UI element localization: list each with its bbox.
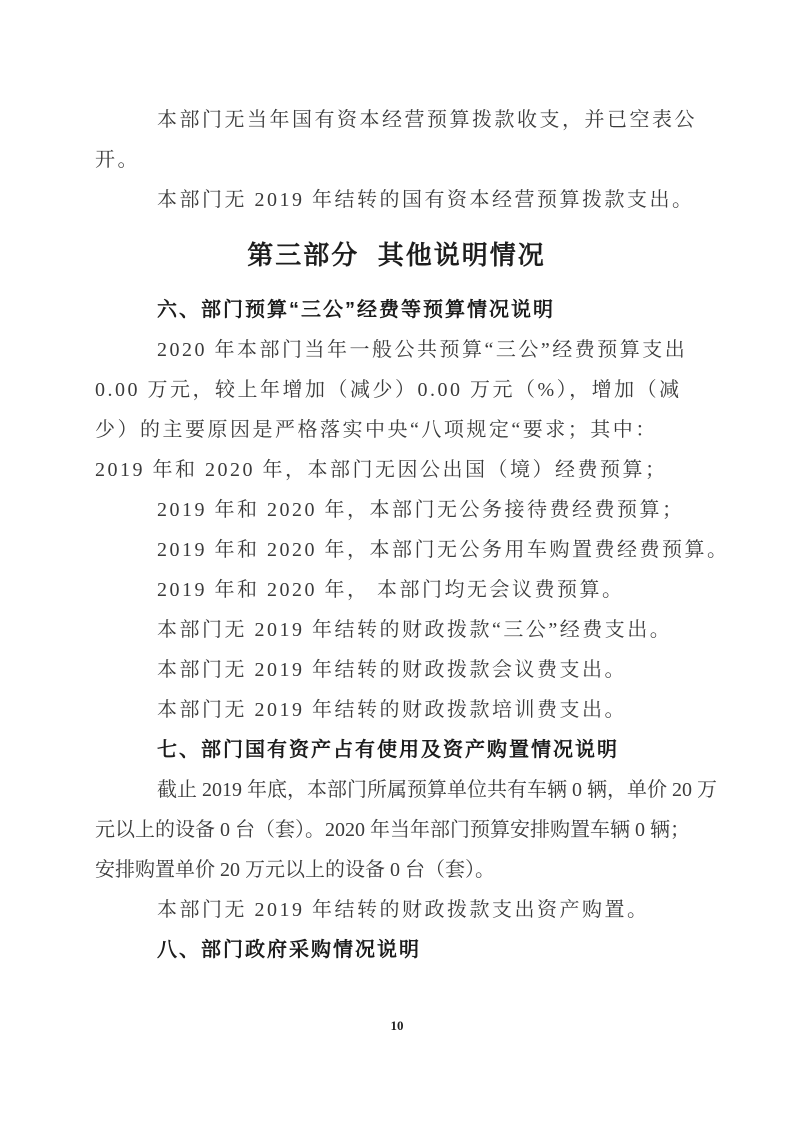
doc-line: 截止 2019 年底，本部门所属预算单位共有车辆 0 辆，单价 20 万 [157,779,717,801]
doc-line: 本部门无 2019 年结转的财政拨款会议费支出。 [157,659,627,681]
doc-line: 2020 年本部门当年一般公共预算“三公”经费预算支出 [157,339,688,361]
doc-line: 2019 年和 2020 年， 本部门均无会议费预算。 [157,579,625,601]
doc-line: 少）的主要原因是严格落实中央“八项规定“要求；其中： [95,419,658,441]
doc-line: 本部门无 2019 年结转的财政拨款培训费支出。 [157,699,627,721]
doc-line: 2019 年和 2020 年，本部门无公务用车购置费经费预算。 [157,539,730,561]
part3-title: 第三部分 其他说明情况 [247,241,546,270]
doc-line: 2019 年和 2020 年，本部门无公务接待费经费预算； [157,499,685,521]
footer-page-number: 10 [390,1018,404,1033]
section8-heading: 八、部门政府采购情况说明 [157,939,421,961]
doc-line: 本部门无当年国有资本经营预算拨款收支，并已空表公 [157,109,697,131]
doc-line: 开。 [95,149,140,171]
section6-heading: 六、部门预算“三公”经费等预算情况说明 [157,299,555,321]
doc-line: 本部门无 2019 年结转的财政拨款支出资产购置。 [157,899,650,921]
doc-line: 安排购置单价 20 万元以上的设备 0 台（套）。 [95,859,495,881]
doc-line: 本部门无 2019 年结转的国有资本经营预算拨款支出。 [157,189,695,211]
section7-heading: 七、部门国有资产占有使用及资产购置情况说明 [157,739,619,761]
page-content [95,100,730,970]
doc-line: 本部门无 2019 年结转的财政拨款“三公”经费支出。 [157,619,673,641]
doc-line: 2019 年和 2020 年，本部门无因公出国（境）经费预算； [95,459,668,481]
doc-line: 元以上的设备 0 台（套）。2020 年当年部门预算安排购置车辆 0 辆； [95,819,690,841]
doc-line: 0.00 万元，较上年增加（减少）0.00 万元（%），增加（减 [95,379,682,401]
